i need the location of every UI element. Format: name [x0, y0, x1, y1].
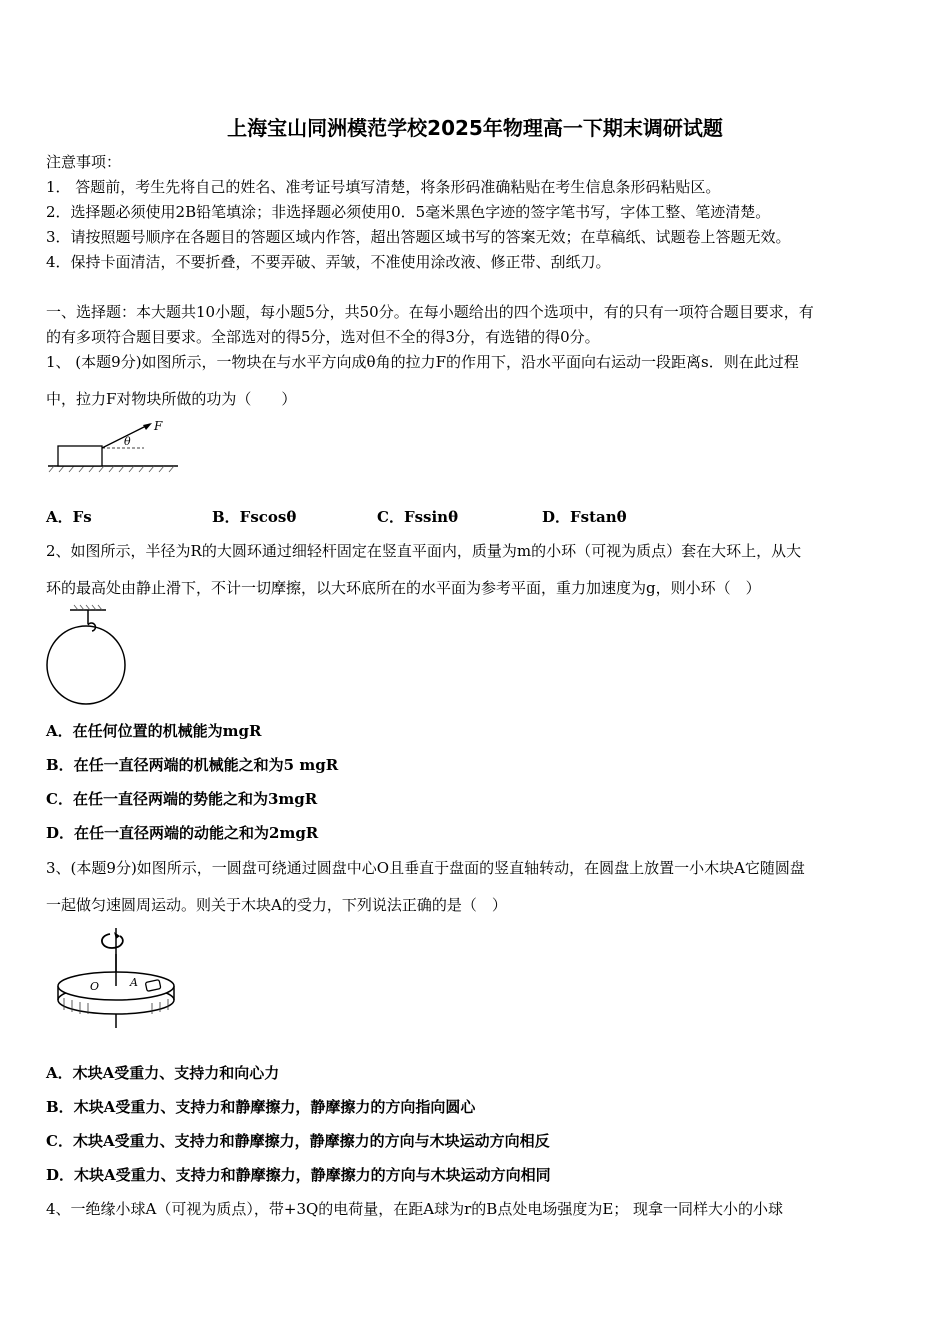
notice-heading: 注意事项：	[46, 153, 122, 171]
q1-option-a: A．Fs	[46, 508, 92, 526]
q3-stem-line1: 3、(本题9分)如图所示，一圆盘可绕通过圆盘中心O且垂直于盘面的竖直轴转动，在圆盘上放置一小木块A它随圆盘	[46, 859, 805, 877]
q3-label-A: A	[130, 976, 138, 989]
page-title: 上海宝山同洲模范学校2025年物理高一下期末调研试题	[227, 116, 723, 140]
q1-stem-line2: 中，拉力F对物块所做的功为（ ）	[46, 390, 297, 408]
q1-label-theta: θ	[124, 435, 131, 448]
q1-option-b: B．Fscosθ	[212, 508, 297, 526]
q2-option-a: A．在任何位置的机械能为mgR	[46, 722, 262, 740]
q1-figure-block	[44, 418, 184, 474]
section1-line2: 的有多项符合题目要求。全部选对的得5分，选对但不全的得3分，有选错的得0分。	[46, 328, 600, 346]
q2-stem-line2: 环的最高处由静止滑下，不计一切摩擦，以大环底所在的水平面为参考平面，重力加速度为g，则小环（ ）	[46, 579, 761, 597]
q1-stem-line1: 1、 (本题9分)如图所示，一物块在与水平方向成θ角的拉力F的作用下，沿水平面向右运动一段距离s．则在此过程	[46, 353, 799, 371]
q2-figure-ring	[44, 604, 134, 706]
notice-item-3: 3．请按照题号顺序在各题目的答题区域内作答，超出答题区域书写的答案无效；在草稿纸、试题卷上答题无效。	[46, 228, 791, 246]
q4-stem-line1: 4、一绝缘小球A（可视为质点），带+3Q的电荷量，在距A球为r的B点处电场强度为E； 现拿一同样大小的小球	[46, 1200, 784, 1218]
q2-option-d: D．在任一直径两端的动能之和为2mgR	[46, 824, 319, 842]
section1-line1: 一、选择题：本大题共10小题，每小题5分，共50分。在每小题给出的四个选项中，有的只有一项符合题目要求，有	[46, 303, 814, 321]
q3-option-b: B．木块A受重力、支持力和静摩擦力，静摩擦力的方向指向圆心	[46, 1098, 476, 1116]
q3-figure-disk	[54, 926, 188, 1030]
q1-label-F: F	[154, 419, 163, 433]
q1-option-d: D．Fstanθ	[542, 508, 627, 526]
q2-option-c: C．在任一直径两端的势能之和为3mgR	[46, 790, 318, 808]
q3-label-O: O	[90, 980, 100, 993]
q3-stem-line2: 一起做匀速圆周运动。则关于木块A的受力，下列说法正确的是（ ）	[46, 896, 507, 914]
notice-item-1: 1． 答题前，考生先将自己的姓名、准考证号填写清楚，将条形码准确粘贴在考生信息条形码粘贴区。	[46, 178, 721, 196]
notice-item-4: 4．保持卡面清洁，不要折叠，不要弄破、弄皱，不准使用涂改液、修正带、刮纸刀。	[46, 253, 611, 271]
q3-option-d: D．木块A受重力、支持力和静摩擦力，静摩擦力的方向与木块运动方向相同	[46, 1166, 551, 1184]
notice-item-2: 2．选择题必须使用2B铅笔填涂；非选择题必须使用0．5毫米黑色字迹的签字笔书写，字体工整、笔迹清楚。	[46, 203, 771, 221]
q3-option-a: A．木块A受重力、支持力和向心力	[46, 1064, 280, 1082]
q3-option-c: C．木块A受重力、支持力和静摩擦力，静摩擦力的方向与木块运动方向相反	[46, 1132, 550, 1150]
q1-option-c: C．Fssinθ	[377, 508, 459, 526]
q2-stem-line1: 2、如图所示，半径为R的大圆环通过细轻杆固定在竖直平面内，质量为m的小环（可视为质点）套在大环上，从大	[46, 542, 802, 560]
q2-option-b: B．在任一直径两端的机械能之和为5 mgR	[46, 756, 339, 774]
